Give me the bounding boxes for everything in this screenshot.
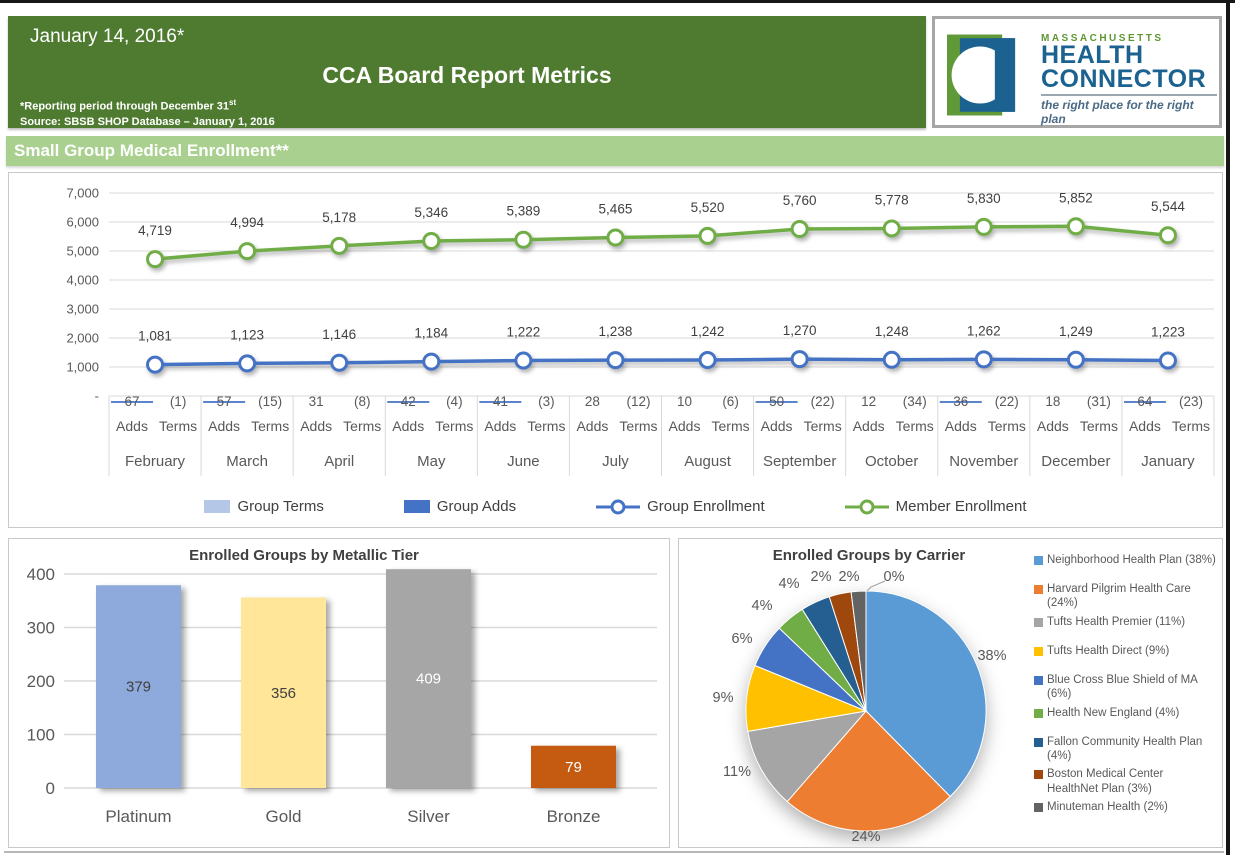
pie-percent-label: 2% [810, 569, 832, 585]
data-point-marker [516, 353, 531, 368]
y-axis-tick-label: 3,000 [66, 301, 99, 317]
data-point-label: 1,184 [414, 325, 449, 341]
legend-line-marker [596, 499, 640, 515]
month-label: June [507, 453, 540, 470]
logo-name-line1: HEALTH [1041, 41, 1144, 69]
carrier-legend-swatch [1034, 618, 1043, 627]
adds-value-label: 57 [216, 394, 232, 409]
data-point-label: 4,719 [138, 223, 172, 239]
data-point-marker [516, 232, 531, 247]
data-point-marker [884, 352, 899, 367]
terms-axis-label: Terms [1079, 418, 1118, 434]
data-point-marker [424, 354, 439, 369]
pie-percent-label: 4% [778, 576, 800, 592]
bar-value-label: 356 [270, 684, 297, 702]
y-axis-tick-label: 6,000 [66, 214, 99, 230]
data-point-marker [700, 352, 715, 367]
logo-tagline: the right place for the right plan [1041, 94, 1217, 126]
pie-percent-label: 2% [838, 569, 860, 585]
footnote-reporting-period [20, 98, 275, 115]
terms-axis-label: Terms [527, 418, 566, 434]
bar-chart-title: Enrolled Groups by Metallic Tier [189, 547, 419, 564]
bar-category-label: Bronze [546, 807, 601, 826]
legend-label: Member Enrollment [895, 498, 1027, 515]
data-point-label: 5,465 [598, 201, 633, 217]
bar-value-label: 409 [415, 670, 442, 688]
metallic-tier-bar-chart [9, 539, 669, 847]
pie-percent-label: 9% [712, 690, 734, 706]
pie-percent-label: 4% [751, 598, 773, 614]
bar-category-label: Platinum [105, 807, 172, 826]
data-point-label: 1,242 [690, 323, 725, 339]
carrier-legend-label: Fallon Community Health Plan (4%) [1047, 735, 1203, 762]
legend-label: Group Enrollment [647, 498, 765, 515]
legend-item-group-enrollment [596, 498, 765, 515]
adds-value-label: 41 [492, 394, 508, 409]
adds-value-label: 31 [308, 394, 324, 409]
data-point-marker [1068, 352, 1083, 367]
report-header [8, 16, 926, 128]
data-point-marker [608, 230, 623, 245]
pie-chart-title: Enrolled Groups by Carrier [772, 547, 966, 564]
data-point-marker [792, 221, 807, 236]
legend-marker [612, 501, 624, 513]
carrier-legend-swatch [1034, 676, 1043, 685]
series-line [155, 226, 1168, 259]
adds-axis-label: Adds [484, 418, 517, 434]
data-point-label: 5,830 [966, 190, 1001, 206]
data-point-marker [1160, 353, 1175, 368]
carrier-legend-swatch [1034, 770, 1043, 779]
data-point-label: 1,248 [874, 323, 909, 339]
carrier-legend-item [1034, 673, 1216, 702]
adds-value-label: 18 [1045, 394, 1061, 409]
y-axis-tick-label: 300 [26, 618, 55, 638]
adds-value-label: 50 [769, 394, 785, 409]
data-point-marker [976, 219, 991, 234]
adds-value-label: 64 [1137, 394, 1153, 409]
logo-text [1041, 33, 1217, 126]
data-point-marker [700, 228, 715, 243]
terms-value-label: (34) [902, 394, 927, 409]
terms-value-label: (15) [258, 394, 283, 409]
carrier-legend-label: Tufts Health Direct (9%) [1047, 644, 1170, 657]
adds-axis-label: Adds [760, 418, 793, 434]
pie-percent-label: 24% [851, 829, 881, 845]
adds-value-label: 28 [584, 394, 600, 409]
terms-axis-label: Terms [803, 418, 842, 434]
legend-item-group-terms [204, 498, 323, 515]
adds-value-label: 42 [400, 394, 416, 409]
data-point-label: 5,544 [1151, 199, 1185, 215]
y-axis-tick-label: 100 [26, 725, 55, 745]
metallic-tier-panel [8, 538, 670, 848]
health-connector-logo-mark [947, 29, 1039, 121]
carrier-legend-label: Health New England (4%) [1047, 706, 1180, 719]
bar-value-label: 79 [565, 758, 582, 776]
pie-percent-label: 11% [723, 764, 751, 780]
carrier-legend-swatch [1034, 709, 1043, 718]
adds-value-label: 10 [677, 394, 693, 409]
enrollment-trend-chart [9, 173, 1222, 495]
terms-value-label: (23) [1178, 394, 1203, 409]
logo-h-stem [995, 38, 1015, 112]
terms-axis-label: Terms [895, 418, 934, 434]
carrier-legend-swatch [1034, 647, 1043, 656]
carrier-legend-label: Minuteman Health (2%) [1047, 801, 1168, 813]
logo-name-line2: CONNECTOR [1041, 64, 1207, 93]
data-point-marker [148, 357, 163, 372]
month-label: January [1141, 453, 1195, 470]
y-axis-tick-label: - [94, 388, 99, 404]
report-date: January 14, 2016* [30, 26, 185, 47]
terms-value-label: (4) [446, 394, 463, 409]
y-axis-tick-label: 200 [26, 672, 55, 691]
bar-value-label: 379 [125, 678, 152, 696]
month-label: April [324, 453, 355, 470]
data-point-label: 5,778 [874, 192, 909, 208]
carrier-legend-label: Harvard Pilgrim Health Care (24%) [1047, 583, 1191, 610]
data-point-label: 5,389 [506, 203, 541, 219]
carrier-pie-panel [678, 538, 1223, 848]
adds-axis-label: Adds [116, 418, 148, 434]
data-point-label: 1,081 [138, 328, 172, 344]
data-point-label: 4,994 [230, 215, 265, 231]
data-point-label: 1,222 [506, 324, 541, 340]
carrier-legend-swatch [1034, 803, 1043, 812]
month-label: October [865, 453, 919, 470]
y-axis-tick-label: 4,000 [66, 272, 99, 288]
adds-value-label: 12 [861, 394, 877, 409]
terms-axis-label: Terms [435, 418, 474, 434]
carrier-legend-item [1034, 644, 1216, 669]
terms-axis-label: Terms [1171, 418, 1211, 434]
legend-swatch [204, 500, 230, 513]
y-axis-tick-label: 0 [45, 779, 55, 798]
data-point-label: 1,223 [1151, 324, 1185, 340]
series-line [155, 359, 1168, 364]
carrier-legend-label: Boston Medical Center HealthNet Plan (3%) [1047, 768, 1164, 795]
adds-axis-label: Adds [208, 418, 241, 434]
adds-value-label: 67 [124, 394, 140, 409]
data-point-label: 5,520 [690, 199, 725, 215]
terms-axis-label: Terms [251, 418, 290, 434]
pie-percent-label: 0% [883, 569, 905, 585]
legend-marker [861, 501, 873, 513]
month-label: March [226, 453, 268, 470]
carrier-legend-swatch [1034, 738, 1043, 747]
data-point-marker [148, 252, 163, 267]
data-point-label: 1,123 [230, 327, 265, 343]
month-label: November [949, 453, 1019, 470]
report-footnotes [20, 98, 275, 129]
carrier-legend-label: Blue Cross Blue Shield of MA (6%) [1047, 673, 1198, 701]
data-point-label: 1,238 [598, 324, 633, 340]
terms-value-label: (12) [626, 394, 651, 409]
legend-swatch [404, 500, 430, 513]
carrier-legend-label: Neighborhood Health Plan (38%) [1047, 554, 1216, 566]
carrier-legend-item [1034, 615, 1216, 640]
adds-axis-label: Adds [300, 418, 333, 434]
pie-group [746, 591, 986, 831]
legend-label: Group Adds [436, 498, 517, 515]
series-group-enrollment [148, 352, 1176, 372]
data-point-marker [792, 352, 807, 367]
data-point-marker [240, 244, 255, 259]
legend-item-member-enrollment [845, 498, 1027, 515]
y-axis-tick-label: 400 [26, 565, 55, 584]
terms-value-label: (22) [994, 394, 1019, 409]
terms-value-label: (8) [353, 394, 371, 409]
series-member-enrollment [148, 219, 1176, 267]
carrier-legend-item [1034, 767, 1216, 796]
legend-item-group-adds [404, 498, 516, 515]
terms-value-label: (3) [538, 394, 555, 409]
y-axis-tick-label: 2,000 [66, 330, 99, 346]
adds-axis-label: Adds [1128, 418, 1161, 434]
data-point-label: 1,262 [966, 323, 1001, 339]
data-point-marker [884, 221, 899, 236]
terms-axis-label: Terms [159, 418, 198, 434]
adds-axis-label: Adds [576, 418, 609, 434]
y-axis-tick-label: 5,000 [66, 243, 99, 259]
terms-axis-label: Terms [711, 418, 750, 434]
adds-value-label: 36 [953, 394, 969, 409]
footnote-source: Source: SBSB SHOP Database – January 1, 2016 [20, 115, 275, 128]
terms-axis-label: Terms [987, 418, 1026, 434]
carrier-legend-item [1034, 582, 1216, 611]
adds-axis-label: Adds [392, 418, 425, 434]
data-point-label: 5,852 [1058, 190, 1093, 206]
month-label: July [602, 453, 629, 470]
health-connector-logo [932, 16, 1222, 128]
terms-value-label: (22) [810, 394, 835, 409]
section-header-small-group-medical-enrollment: Small Group Medical Enrollment** [6, 136, 1224, 166]
month-label: May [417, 453, 446, 470]
month-label: February [125, 453, 186, 470]
terms-value-label: (1) [169, 394, 187, 409]
bar-category-label: Silver [407, 807, 450, 826]
month-label: December [1041, 453, 1111, 470]
pie-percent-label: 38% [977, 648, 1007, 664]
data-point-marker [976, 352, 991, 367]
enrollment-trend-panel [8, 172, 1223, 528]
month-label: August [684, 453, 731, 470]
terms-axis-label: Terms [619, 418, 658, 434]
pie-percent-label: 6% [731, 631, 753, 647]
data-point-marker [608, 353, 623, 368]
adds-axis-label: Adds [944, 418, 977, 434]
carrier-legend-item [1034, 553, 1216, 578]
data-point-label: 5,760 [782, 192, 817, 208]
data-point-marker [424, 233, 439, 248]
carrier-legend-item [1034, 800, 1216, 825]
footnote-text: *Reporting period through December 31 [20, 100, 230, 113]
month-label: September [762, 453, 837, 470]
zero-percent-leader-line [867, 581, 885, 591]
bar-category-label: Gold [265, 807, 302, 826]
data-point-marker [1068, 219, 1083, 234]
carrier-legend-item [1034, 735, 1216, 764]
adds-axis-label: Adds [668, 418, 701, 434]
terms-axis-label: Terms [343, 418, 382, 434]
page-frame-bottom [4, 851, 1224, 853]
data-point-label: 5,346 [414, 204, 449, 220]
carrier-pie-legend [1034, 553, 1216, 829]
data-point-label: 5,178 [322, 209, 357, 225]
data-point-marker [332, 355, 347, 370]
enrollment-trend-legend [9, 498, 1222, 515]
footnote-superscript: st [229, 98, 237, 107]
data-point-label: 1,270 [782, 323, 817, 339]
y-axis-tick-label: 1,000 [66, 359, 99, 375]
carrier-legend-label: Tufts Health Premier (11%) [1047, 615, 1186, 628]
data-point-label: 1,146 [322, 326, 357, 342]
terms-value-label: (6) [722, 394, 739, 409]
carrier-legend-item [1034, 706, 1216, 731]
page-frame-top [0, 0, 1235, 3]
terms-value-label: (31) [1086, 394, 1111, 409]
adds-axis-label: Adds [852, 418, 885, 434]
page-title: CCA Board Report Metrics [322, 62, 612, 88]
data-point-marker [240, 356, 255, 371]
y-axis-tick-label: 7,000 [66, 185, 99, 201]
legend-label: Group Terms [237, 498, 324, 515]
data-point-label: 1,249 [1058, 323, 1093, 339]
logo-region-label: MASSACHUSETTS [1041, 33, 1164, 44]
page-frame-right [1226, 0, 1230, 855]
adds-axis-label: Adds [1036, 418, 1069, 434]
carrier-legend-swatch [1034, 585, 1043, 594]
legend-line-marker [845, 499, 889, 515]
data-point-marker [1160, 228, 1175, 243]
carrier-legend-swatch [1034, 556, 1043, 565]
data-point-marker [332, 238, 347, 253]
